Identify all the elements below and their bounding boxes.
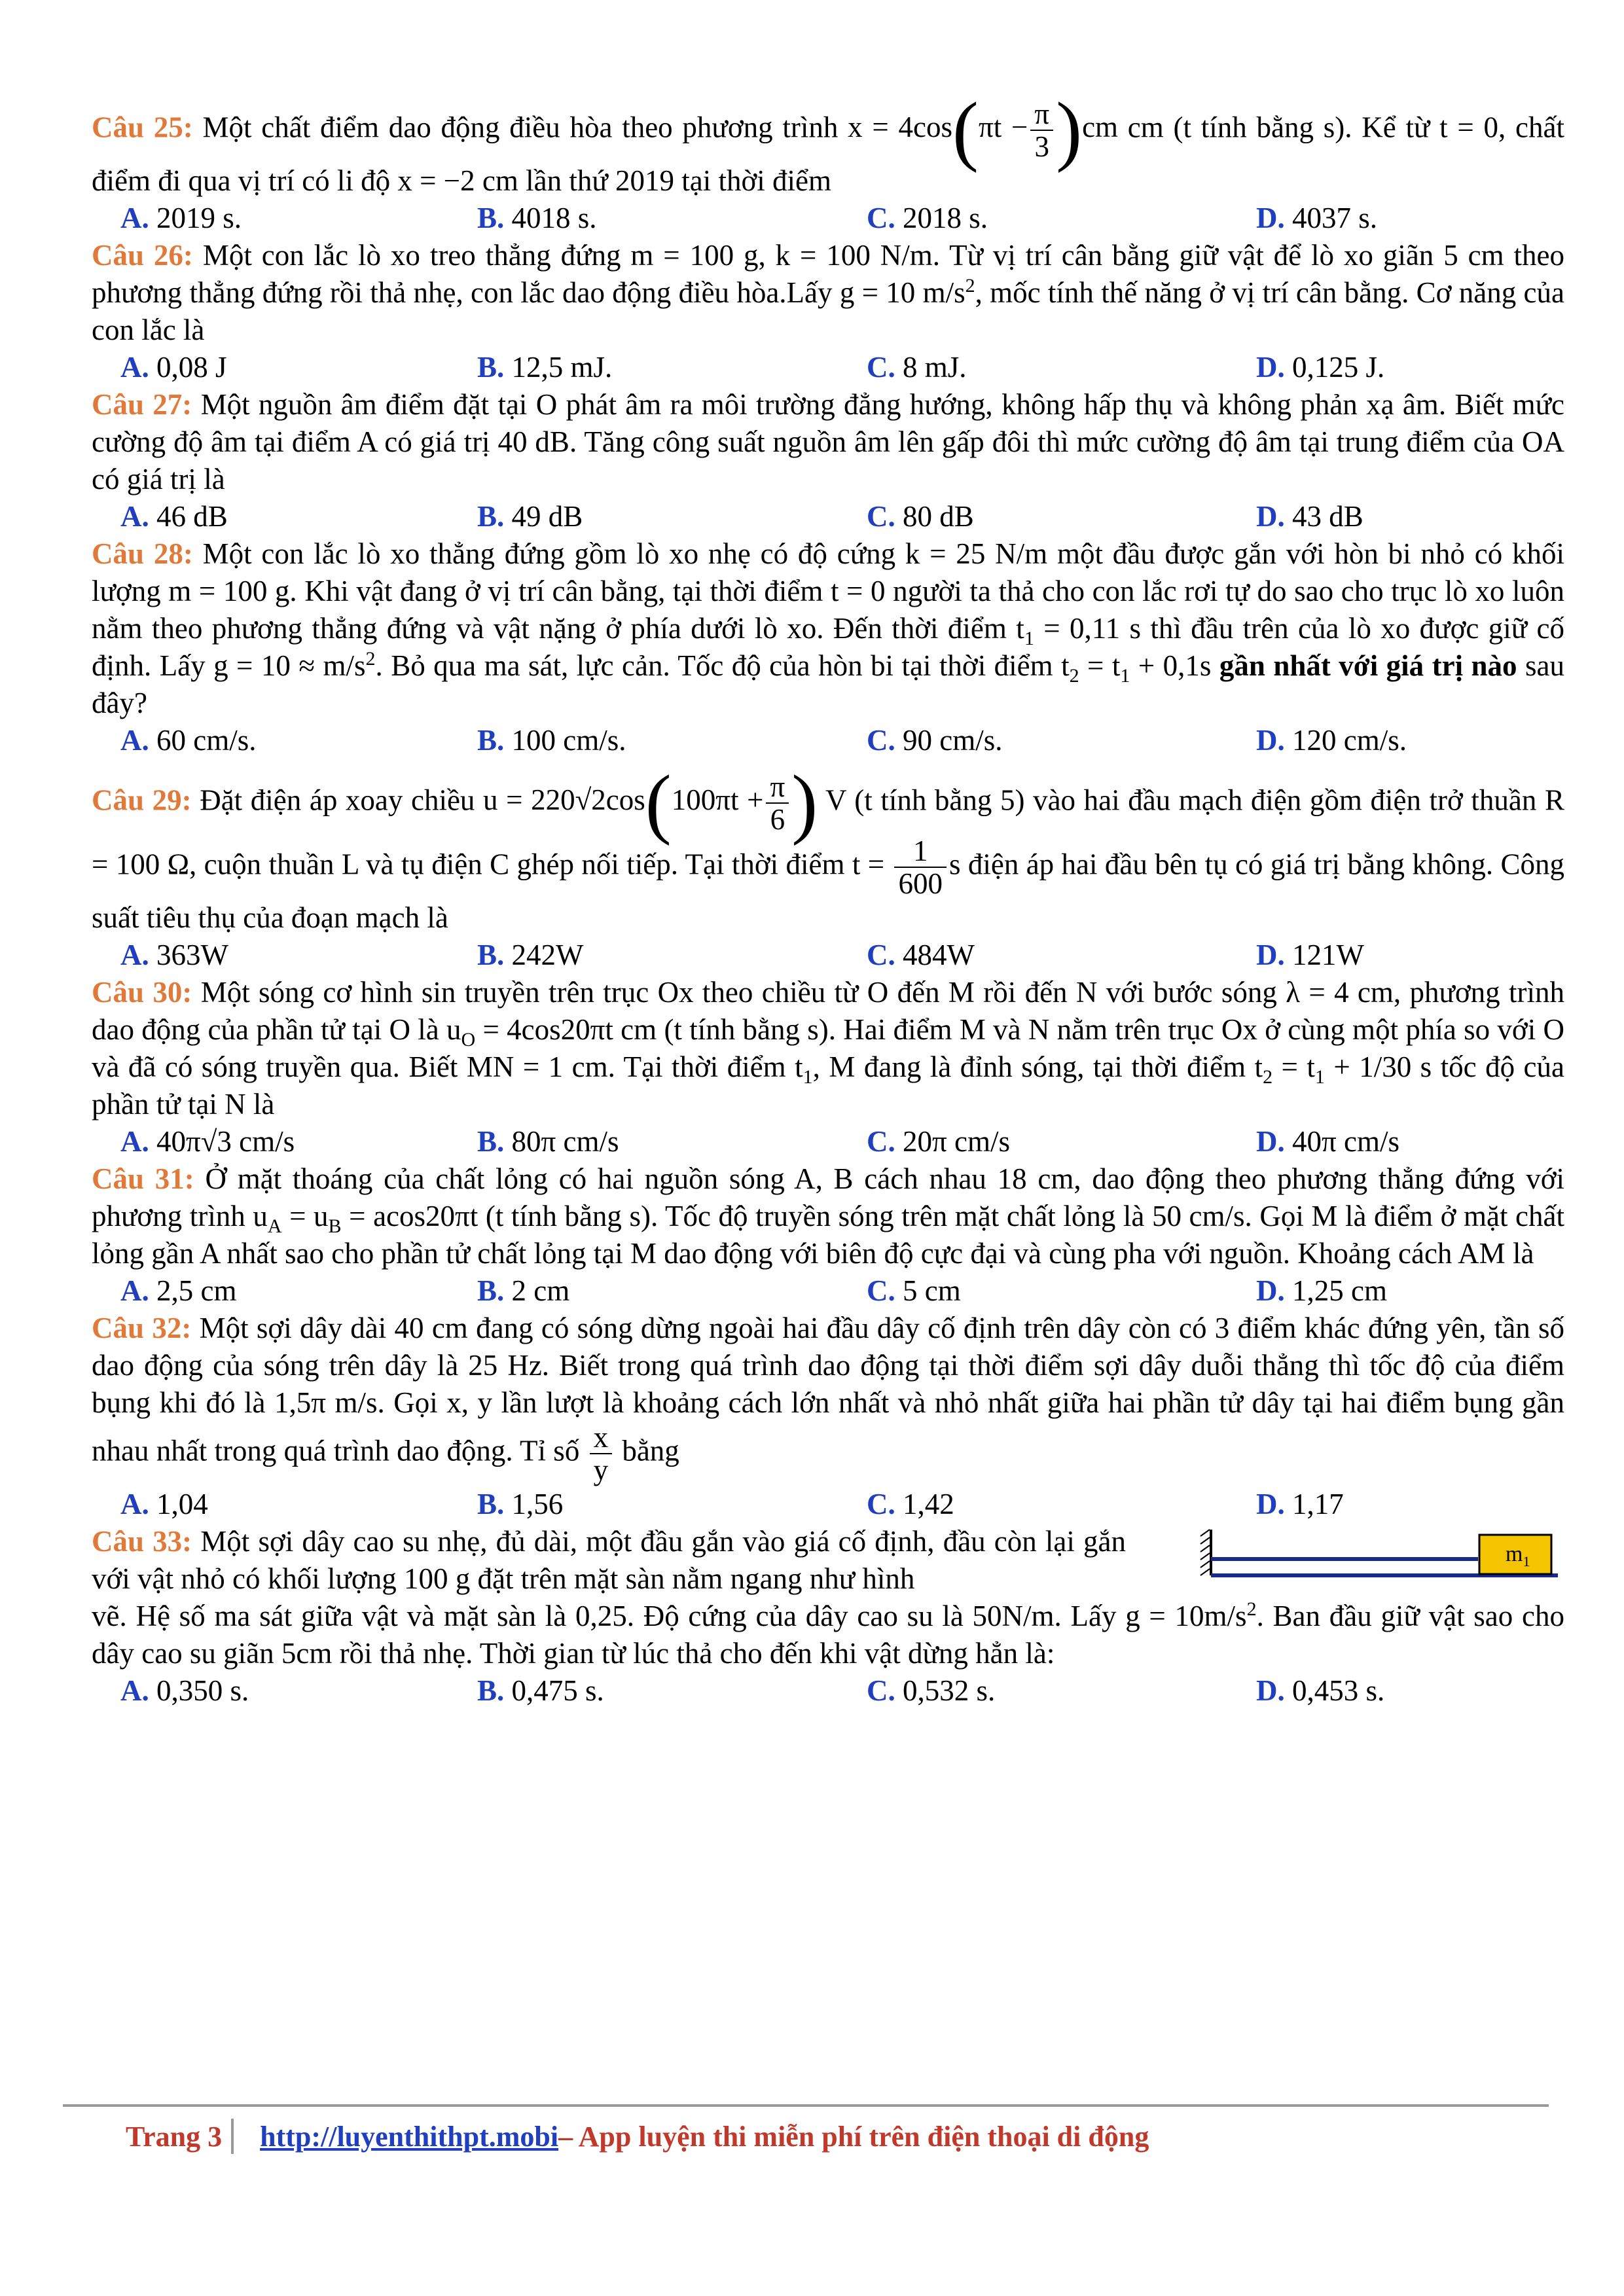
answer-b[interactable] xyxy=(477,1486,867,1523)
question-text: Một chất điểm dao động điều hòa theo phương trình xyxy=(192,111,848,144)
answer-text: 100 cm/s. xyxy=(504,724,626,757)
answer-text: 1,42 xyxy=(895,1488,954,1520)
answer-row xyxy=(92,200,1564,237)
answer-b[interactable] xyxy=(477,937,867,974)
question-text: sau đây? xyxy=(92,649,1564,719)
answer-text: 0,475 s. xyxy=(504,1674,604,1707)
question-text: , M đang là đỉnh sóng, tại thời điểm t xyxy=(812,1050,1263,1083)
answer-c[interactable] xyxy=(867,1486,1256,1523)
question-text: vẽ. Hệ số ma sát giữa vật và mặt sàn là 0,25. Độ cứng của dây cao su là 50N/m. Lấy g = 10m/s xyxy=(92,1600,1247,1632)
subscript: A xyxy=(267,1215,282,1237)
answer-text: 1,04 xyxy=(149,1488,208,1520)
answer-label: D. xyxy=(1256,1274,1285,1307)
answer-text: 12,5 mJ. xyxy=(504,351,613,384)
answer-b[interactable] xyxy=(477,349,867,386)
answer-d[interactable] xyxy=(1256,498,1363,535)
question-text: bằng xyxy=(615,1434,679,1467)
answer-text: 40π cm/s xyxy=(1284,1125,1399,1158)
answer-label: C. xyxy=(867,1125,895,1158)
answer-text: 90 cm/s. xyxy=(895,724,1003,757)
superscript: 2 xyxy=(1246,1598,1257,1620)
equation-part: cm xyxy=(1082,111,1119,144)
answer-c[interactable] xyxy=(867,1123,1256,1160)
answer-text: 484W xyxy=(895,939,975,971)
question-text: . Bỏ qua ma sát, lực cản. Tốc độ của hòn bi tại thời điểm t xyxy=(375,649,1070,682)
subscript: 1 xyxy=(1314,1066,1325,1088)
equation-part: u = 220√2cos xyxy=(483,783,645,817)
answer-label: C. xyxy=(867,724,895,757)
question-text: Một sợi dây cao su nhẹ, đủ dài, một đầu gắn vào giá cố định, đầu còn lại gắn với vật nhỏ có khối lượng 100 g đặt trên mặt sàn nằm ngang như hình xyxy=(92,1525,1126,1595)
answer-text: 2018 s. xyxy=(895,202,988,234)
superscript: 2 xyxy=(965,275,975,296)
question-text: Một con lắc lò xo treo thẳng đứng m = 100 g, k = 100 N/m. Từ vị trí cân bằng giữ vật để lò xo giãn 5 cm theo phương thẳng đứng rồi thả nhẹ, con lắc dao động điều hòa.Lấy g = 10 m/s xyxy=(92,239,1564,309)
question-text: = t xyxy=(1272,1050,1315,1083)
answer-label: C. xyxy=(867,351,895,384)
answer-text: 2,5 cm xyxy=(149,1274,237,1307)
subscript: O xyxy=(461,1029,476,1050)
answer-d[interactable] xyxy=(1256,200,1377,237)
answer-text: 46 dB xyxy=(149,500,228,533)
answer-row xyxy=(92,722,1564,759)
subscript: 2 xyxy=(1069,665,1079,687)
answer-label: A. xyxy=(120,500,149,533)
paren: ( xyxy=(645,759,672,846)
page-number: Trang 3 xyxy=(126,2120,223,2153)
answer-row xyxy=(92,349,1564,386)
numerator: π xyxy=(1030,98,1053,131)
answer-text: 242W xyxy=(504,939,584,971)
answer-text: 80 dB xyxy=(895,500,974,533)
numerator: x xyxy=(590,1422,613,1454)
question-text: + 1/30 s tốc độ của phần tử tại N là xyxy=(92,1050,1564,1121)
answer-row xyxy=(92,1672,1564,1710)
question-number: Câu 26: xyxy=(92,239,193,272)
fraction xyxy=(894,835,947,899)
answer-text: 0,453 s. xyxy=(1284,1674,1385,1707)
answer-text: 0,08 J xyxy=(149,351,227,384)
answer-text: 121W xyxy=(1284,939,1364,971)
question-number: Câu 31: xyxy=(92,1162,194,1195)
paren: ) xyxy=(1056,86,1083,173)
answer-text: 2 cm xyxy=(504,1274,570,1307)
answer-label: D. xyxy=(1256,1125,1285,1158)
answer-row xyxy=(92,937,1564,974)
answer-d[interactable] xyxy=(1256,937,1364,974)
answer-label: B. xyxy=(477,1274,505,1307)
answer-b[interactable] xyxy=(477,200,867,237)
answer-b[interactable] xyxy=(477,1272,867,1310)
answer-a[interactable] xyxy=(120,349,477,386)
question-27 xyxy=(92,386,1564,498)
equation xyxy=(446,1013,613,1050)
answer-label: B. xyxy=(477,1674,505,1707)
answer-label: B. xyxy=(477,1125,505,1158)
answer-b[interactable] xyxy=(477,1672,867,1710)
answer-a[interactable] xyxy=(120,1272,477,1310)
question-text: V (t tính bằng 5) vào hai đầu mạch điện gồm điện trở thuần R = 100 Ω, cuộn thuần L và tụ điện C ghép nối tiếp. Tại thời điểm t = xyxy=(92,783,1565,881)
question-text: Đặt điện áp xoay chiều xyxy=(191,783,484,817)
question-number: Câu 27: xyxy=(92,388,192,421)
answer-text: 4037 s. xyxy=(1284,202,1378,234)
fraction xyxy=(1030,98,1053,162)
spring-block-figure xyxy=(1198,1523,1564,1602)
page-footer xyxy=(63,2104,1536,2154)
question-number: Câu 30: xyxy=(92,976,192,1009)
question-text: Một sợi dây dài 40 cm đang có sóng dừng ngoài hai đầu dây cố định trên dây còn có 3 điểm khác đứng yên, tần số dao động của sóng trên dây là 25 Hz. Biết trong quá trình dao động tại thời điểm sợi dây duỗi thẳng thì tốc độ của điểm bụng khi đó là 1,5π m/s. Gọi x, y lần lượt là khoảng cách lớn nhất và nhỏ nhất giữa hai phần tử dây tại hai điểm bụng gần nhau nhất trong quá trình dao động. Tỉ số xyxy=(92,1312,1564,1467)
answer-label: A. xyxy=(120,351,149,384)
equation xyxy=(483,759,818,846)
question-31 xyxy=(92,1160,1564,1272)
answer-b[interactable] xyxy=(477,722,867,759)
answer-label: A. xyxy=(120,724,149,757)
answer-text: 0,125 J. xyxy=(1284,351,1385,384)
question-30 xyxy=(92,974,1564,1123)
answer-c[interactable] xyxy=(867,498,1256,535)
question-text: Ở mặt thoáng của chất lỏng có hai nguồn sóng A, B cách nhau 18 cm, dao động theo phương thẳng đứng với phương trình u xyxy=(92,1162,1564,1232)
question-number: Câu 28: xyxy=(92,537,193,570)
answer-label: B. xyxy=(477,351,505,384)
question-text: = t xyxy=(1079,649,1121,682)
answer-text: 0,350 s. xyxy=(149,1674,249,1707)
question-text: = acos20πt (t tính bằng s). Tốc độ truyền sóng trên mặt chất lỏng là 50 cm/s. Gọi M là điểm ở mặt chất lỏng gần A nhất sao cho phần tử chất lỏng tại M dao động với biên độ cực đại và cùng pha với nguồn. Khoảng cách AM là xyxy=(92,1200,1564,1270)
equation-part: πt − xyxy=(979,111,1028,144)
answer-label: A. xyxy=(120,1125,149,1158)
subscript: 1 xyxy=(803,1066,813,1088)
subscript: 2 xyxy=(1263,1066,1273,1088)
equation-part: u xyxy=(446,1013,461,1046)
mass-label: $m_1$ xyxy=(1506,1542,1530,1570)
answer-text: 49 dB xyxy=(504,500,583,533)
answer-a[interactable] xyxy=(120,1486,477,1523)
question-number: Câu 29: xyxy=(92,783,192,817)
question-26 xyxy=(92,237,1564,349)
subscript: B xyxy=(328,1215,342,1237)
answer-label: D. xyxy=(1256,351,1285,384)
equation xyxy=(848,86,1119,173)
footer-tagline: – App luyện thi miễn phí trên điện thoại di động xyxy=(558,2120,1149,2153)
answer-label: B. xyxy=(477,724,505,757)
question-number: Câu 32: xyxy=(92,1312,192,1344)
answer-b[interactable] xyxy=(477,1123,867,1160)
paren: ) xyxy=(791,759,818,846)
question-25 xyxy=(92,86,1565,200)
answer-c[interactable] xyxy=(867,722,1256,759)
answer-a[interactable] xyxy=(120,200,477,237)
answer-text: 1,25 cm xyxy=(1284,1274,1387,1307)
paren: ( xyxy=(952,86,979,173)
question-number: Câu 33: xyxy=(92,1525,192,1558)
answer-text: 4018 s. xyxy=(504,202,597,234)
answer-row xyxy=(92,1486,1564,1523)
answer-c[interactable] xyxy=(867,200,1256,237)
answer-text: 0,532 s. xyxy=(895,1674,996,1707)
answer-d[interactable] xyxy=(1256,1486,1344,1523)
equation-part: x = 4cos xyxy=(848,111,953,144)
answer-a[interactable] xyxy=(120,722,477,759)
question-text: , mốc tính thế năng ở vị trí cân bằng. Cơ năng của con lắc là xyxy=(92,276,1564,346)
answer-label: A. xyxy=(120,202,149,234)
answer-d[interactable] xyxy=(1256,349,1384,386)
question-33 xyxy=(92,1523,1564,1672)
answer-text: 5 cm xyxy=(895,1274,961,1307)
answer-text: 120 cm/s. xyxy=(1284,724,1407,757)
answer-label: A. xyxy=(120,1488,149,1520)
answer-label: C. xyxy=(867,1274,895,1307)
answer-label: D. xyxy=(1256,500,1285,533)
answer-c[interactable] xyxy=(867,349,1256,386)
answer-d[interactable] xyxy=(1256,1272,1387,1310)
denominator: 3 xyxy=(1034,130,1049,163)
superscript: 2 xyxy=(365,648,376,670)
question-text: . Ban đầu giữ vật sao cho dây cao su giãn 5cm rồi thả nhẹ. Thời gian từ lúc thả cho đến khi vật dừng hẳn là: xyxy=(92,1600,1564,1670)
question-text: = u xyxy=(281,1200,329,1232)
numerator: π xyxy=(766,771,789,804)
question-text: cm (t tính bằng s). Kể từ t = 0, chất điểm đi qua vị trí có li độ x = −2 cm lần thứ 2019 tại thời điểm xyxy=(92,111,1565,197)
question-text: s điện áp hai đầu bên tụ có giá trị bằng không. Công suất tiêu thụ của đoạn mạch là xyxy=(92,848,1564,934)
answer-c[interactable] xyxy=(867,1272,1256,1310)
question-text: + 0,1s xyxy=(1130,649,1219,682)
answer-d[interactable] xyxy=(1256,1123,1399,1160)
footer-text xyxy=(63,2119,1536,2154)
question-number: Câu 25: xyxy=(92,111,193,144)
numerator: 1 xyxy=(894,835,947,868)
answer-a[interactable] xyxy=(120,937,477,974)
question-28 xyxy=(92,535,1564,722)
question-text: Một nguồn âm điểm đặt tại O phát âm ra môi trường đẳng hướng, không hấp thụ và không phản xạ âm. Biết mức cường độ âm tại điểm A có giá trị 40 dB. Tăng công suất nguồn âm lên gấp đôi thì mức cường độ âm tại trung điểm của OA có giá trị là xyxy=(92,388,1564,495)
question-32 xyxy=(92,1310,1564,1486)
question-text: cm (t tính bằng s). Hai điểm M và N nằm trên trục Ox ở cùng một phía so với O và đã có sóng truyền qua. Biết MN = 1 cm. Tại thời điểm t xyxy=(92,1013,1565,1083)
answer-label: C. xyxy=(867,939,895,971)
fixed-wall-hatch xyxy=(1200,1530,1211,1575)
denominator: y xyxy=(593,1454,609,1486)
footer-divider xyxy=(63,2104,1549,2107)
answer-a[interactable] xyxy=(120,1672,477,1710)
answer-row xyxy=(92,1272,1564,1310)
answer-text: 363W xyxy=(149,939,228,971)
answer-label: B. xyxy=(477,202,505,234)
answer-a[interactable] xyxy=(120,498,477,535)
fraction xyxy=(590,1422,613,1486)
equation-part: 100πt + xyxy=(671,783,764,817)
answer-label: D. xyxy=(1256,202,1285,234)
answer-label: B. xyxy=(477,1488,505,1520)
question-text: = 0,11 s thì đầu trên của lò xo được giữ cố định. Lấy g = 10 ≈ m/s xyxy=(92,612,1565,682)
answer-d[interactable] xyxy=(1256,1672,1384,1710)
emphasis: gần nhất với giá trị nào xyxy=(1219,649,1517,682)
answer-label: A. xyxy=(120,939,149,971)
answer-c[interactable] xyxy=(867,937,1256,974)
answer-d[interactable] xyxy=(1256,722,1407,759)
footer-separator xyxy=(231,2119,234,2154)
equation-part: = 4cos20πt xyxy=(475,1013,613,1046)
answer-text: 8 mJ. xyxy=(895,351,967,384)
answer-text: 1,56 xyxy=(504,1488,564,1520)
answer-text: 20π cm/s xyxy=(895,1125,1010,1158)
answer-label: D. xyxy=(1256,724,1285,757)
footer-link[interactable]: http://luyenthithpt.mobi xyxy=(260,2120,559,2153)
answer-a[interactable] xyxy=(120,1123,477,1160)
answer-label: C. xyxy=(867,500,895,533)
exam-page xyxy=(92,86,1565,1710)
answer-label: D. xyxy=(1256,1674,1285,1707)
answer-label: B. xyxy=(477,500,505,533)
answer-label: C. xyxy=(867,1488,895,1520)
answer-text: 43 dB xyxy=(1284,500,1363,533)
answer-label: B. xyxy=(477,939,505,971)
subscript: 1 xyxy=(1024,628,1034,649)
question-text: Một sóng cơ hình sin truyền trên trục Ox theo chiều từ O đến M rồi đến N với bước sóng λ = 4 cm, phương trình dao động của phần tử tại O là xyxy=(92,976,1564,1046)
question-text: Một con lắc lò xo thẳng đứng gồm lò xo nhẹ có độ cứng k = 25 N/m một đầu được gắn với hòn bi nhỏ có khối lượng m = 100 g. Khi vật đang ở vị trí cân bằng, tại thời điểm t = 0 người ta thả cho con lắc rơi tự do sao cho trục lò xo luôn nằm theo phương thẳng đứng và vật nặng ở phía dưới lò xo. Đến thời điểm t xyxy=(92,537,1564,645)
fraction xyxy=(766,771,789,835)
answer-text: 60 cm/s. xyxy=(149,724,257,757)
answer-label: A. xyxy=(120,1674,149,1707)
answer-label: C. xyxy=(867,202,895,234)
answer-label: A. xyxy=(120,1274,149,1307)
answer-row xyxy=(92,1123,1564,1160)
answer-label: C. xyxy=(867,1674,895,1707)
answer-label: D. xyxy=(1256,1488,1285,1520)
denominator: 600 xyxy=(898,867,943,900)
answer-text: 40π√3 cm/s xyxy=(149,1125,295,1158)
answer-row xyxy=(92,498,1564,535)
question-text-block xyxy=(92,1523,1126,1598)
answer-b[interactable] xyxy=(477,498,867,535)
spacer xyxy=(92,759,1564,771)
answer-text: 1,17 xyxy=(1284,1488,1344,1520)
answer-text: 80π cm/s xyxy=(504,1125,619,1158)
answer-text: 2019 s. xyxy=(149,202,242,234)
question-29 xyxy=(92,759,1565,937)
subscript: 1 xyxy=(1120,665,1130,687)
denominator: 6 xyxy=(770,803,785,836)
answer-label: D. xyxy=(1256,939,1285,971)
question-text-block xyxy=(92,1598,1564,1672)
answer-c[interactable] xyxy=(867,1672,1256,1710)
